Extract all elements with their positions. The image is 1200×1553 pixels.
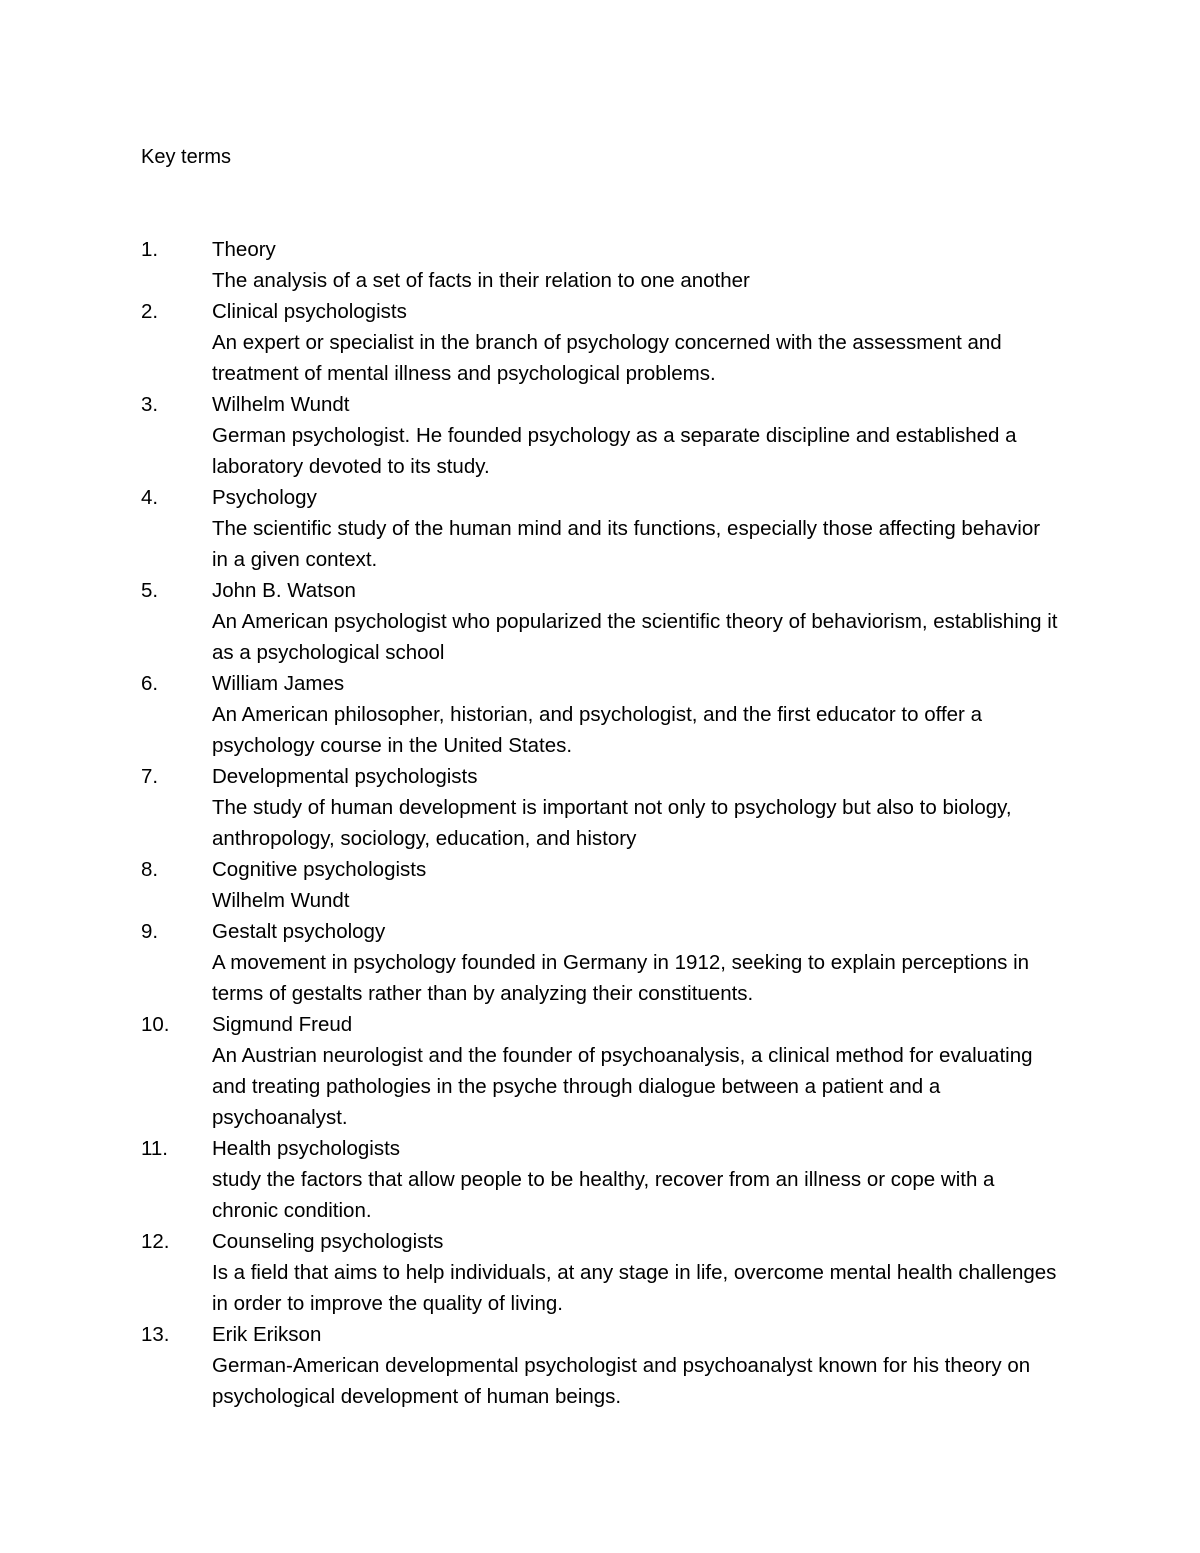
term-number: 8. — [141, 858, 159, 881]
term-name: Counseling psychologists — [212, 1230, 444, 1253]
term-number: 7. — [141, 765, 159, 788]
term-definition: An American philosopher, historian, and psychologist, and the first educator to offer a psychology course in the United States. — [212, 703, 982, 757]
term-body — [212, 1226, 1061, 1319]
term-item — [141, 916, 1061, 1009]
term-definition: The study of human development is important not only to psychology but also to biology, anthropology, sociology, education, and history — [212, 796, 1012, 850]
term-item — [141, 668, 1061, 761]
term-item — [141, 389, 1061, 482]
term-body — [212, 668, 1061, 761]
term-number: 5. — [141, 579, 159, 602]
term-body — [212, 296, 1061, 389]
term-item — [141, 575, 1061, 668]
term-definition: The analysis of a set of facts in their relation to one another — [212, 269, 750, 292]
term-item — [141, 1226, 1061, 1319]
term-body — [212, 854, 1061, 916]
term-number: 4. — [141, 486, 159, 509]
term-name: Sigmund Freud — [212, 1013, 353, 1036]
term-name: Developmental psychologists — [212, 765, 478, 788]
term-number: 11. — [141, 1137, 168, 1160]
term-item — [141, 1009, 1061, 1133]
term-number: 1. — [141, 238, 159, 261]
term-definition: A movement in psychology founded in Germany in 1912, seeking to explain perceptions in terms of gestalts rather than by analyzing their constituents. — [212, 951, 1030, 1005]
term-body — [212, 1133, 1061, 1226]
term-name: Psychology — [212, 486, 317, 509]
term-body — [212, 761, 1061, 854]
term-name: Cognitive psychologists — [212, 858, 427, 881]
term-number: 9. — [141, 920, 159, 943]
term-body — [212, 1009, 1061, 1133]
term-item — [141, 761, 1061, 854]
term-number: 13. — [141, 1323, 170, 1346]
term-item — [141, 482, 1061, 575]
term-name: Theory — [212, 238, 276, 261]
term-name: Gestalt psychology — [212, 920, 386, 943]
term-number: 12. — [141, 1230, 170, 1253]
term-item — [141, 234, 1061, 296]
term-name: Wilhelm Wundt — [212, 393, 350, 416]
term-item — [141, 296, 1061, 389]
term-item — [141, 854, 1061, 916]
term-name: Clinical psychologists — [212, 300, 407, 323]
term-body — [212, 1319, 1061, 1412]
term-body — [212, 389, 1061, 482]
term-body — [212, 575, 1061, 668]
term-definition: An expert or specialist in the branch of psychology concerned with the assessment and treatment of mental illness and psychological problems. — [212, 331, 1002, 385]
term-name: John B. Watson — [212, 579, 356, 602]
term-name: Health psychologists — [212, 1137, 401, 1160]
term-name: Erik Erikson — [212, 1323, 322, 1346]
term-name: William James — [212, 672, 345, 695]
term-item — [141, 1319, 1061, 1412]
term-number: 3. — [141, 393, 159, 416]
term-definition: German psychologist. He founded psychology as a separate discipline and established a laboratory devoted to its study. — [212, 424, 1017, 478]
term-number: 10. — [141, 1013, 170, 1036]
term-definition: An Austrian neurologist and the founder of psychoanalysis, a clinical method for evaluating and treating pathologies in the psyche through dialogue between a patient and a psychoanalyst. — [212, 1044, 1033, 1129]
term-body — [212, 234, 1061, 296]
term-number: 6. — [141, 672, 159, 695]
document-title: Key terms — [141, 146, 232, 168]
term-definition: An American psychologist who popularized the scientific theory of behaviorism, establishing it as a psychological school — [212, 610, 1058, 664]
term-body — [212, 916, 1061, 1009]
term-definition: The scientific study of the human mind and its functions, especially those affecting behavior in a given context. — [212, 517, 1041, 571]
term-item — [141, 1133, 1061, 1226]
term-definition: study the factors that allow people to be healthy, recover from an illness or cope with a chronic condition. — [212, 1168, 995, 1222]
key-terms-list — [141, 234, 1061, 1412]
term-body — [212, 482, 1061, 575]
term-number: 2. — [141, 300, 159, 323]
term-definition: German-American developmental psychologist and psychoanalyst known for his theory on psychological development of human beings. — [212, 1354, 1031, 1408]
term-definition: Is a field that aims to help individuals, at any stage in life, overcome mental health challenges in order to improve the quality of living. — [212, 1261, 1057, 1315]
term-definition: Wilhelm Wundt — [212, 889, 350, 912]
